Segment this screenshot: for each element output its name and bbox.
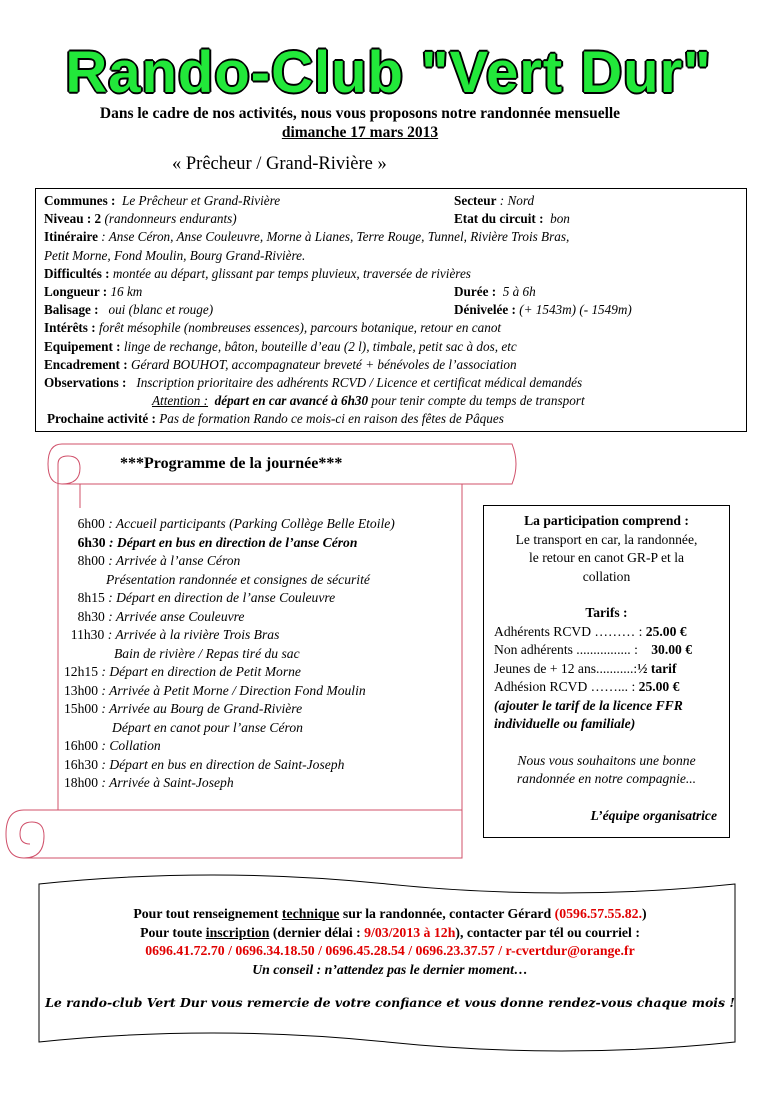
tarifs-heading: Tarifs : [585,605,628,620]
tarif-row: Adhésion RCVD ……... : 25.00 € [494,679,680,694]
footer-advice: Un conseil : n’attendez pas le dernier moment… [252,961,528,977]
programme-item: 16h30 : Départ en bus en direction de Saint-Joseph [64,756,345,772]
etat-value: bon [550,211,570,227]
etat-label: Etat du circuit : [454,211,544,227]
programme-item: Présentation randonnée et consignes de sécurité [106,571,370,587]
observations-label: Observations : [44,374,127,390]
balisage-label: Balisage : [44,302,99,318]
balisage-value: oui (blanc et rouge) [108,302,214,318]
intro-line: Dans le cadre de nos activités, nous vous proposons notre randonnée mensuelle [99,105,621,122]
participation-text: Le transport en car, la randonnée, [515,531,698,547]
secteur-label: Secteur [454,193,497,208]
tarif-row: Jeunes de + 12 ans...........:½ tarif [494,660,677,676]
footer-line: Pour tout renseignement technique sur la randonnée, contacter Gérard (0596.57.55.82.) [133,906,647,921]
participation-box [483,505,730,838]
wish-text: randonnée en notre compagnie... [516,771,697,786]
tarif-note: (ajouter le tarif de la licence FFR individuelle ou familiale) [494,697,683,731]
denivelee-label: Dénivelée : [454,302,516,318]
attention-label: Attention : [152,393,209,409]
footer-line: Pour toute inscription (dernier délai : 9/03/2013 à 12h), contacter par tél ou courriel : [140,924,640,940]
row-attention [44,392,746,410]
itineraire-value: : Anse Céron, Anse Couleuvre, Morne à Lianes, Terre Rouge, Tunnel, Rivière Trois Bras, [101,229,570,245]
programme-list [64,515,395,793]
programme-item: 11h30 : Arrivée à la rivière Trois Bras [70,627,280,642]
hike-date: dimanche 17 mars 2013 [281,124,439,141]
prochaine-label: Prochaine activité : [47,411,156,427]
niveau-value: (randonneurs endurants) [104,211,237,227]
programme-item: 6h00 : Accueil participants (Parking Collège Belle Etoile) [77,516,395,531]
row-itineraire-cont [44,247,746,265]
programme-item: 8h15 : Départ en direction de l’anse Couleuvre [77,590,336,605]
attention-bold: départ en car avancé à 6h30 [214,393,369,409]
secteur-value: : Nord [499,193,535,208]
footer-line: 0696.41.72.70 / 0696.34.18.50 / 0696.45.28.54 / 0696.23.37.57 / r-cvertdur@orange.fr [145,943,635,958]
programme-item: 18h00 : Arrivée à Saint-Joseph [64,775,234,790]
difficultes-label: Difficultés : [44,265,110,281]
row-balisage [44,301,746,319]
row-interets [44,319,746,337]
communes-label: Communes : [44,193,116,208]
tarif-row: Non adhérents ................ : 30.00 € [494,642,693,657]
longueur-label: Longueur : [44,283,108,299]
row-equipement [44,338,746,356]
programme-item: 6h30 : Départ en bus en direction de l’anse Céron [77,534,358,550]
duree-value: 5 à 6h [502,283,536,299]
programme-item: 16h00 : Collation [64,738,161,753]
programme-item: Départ en canot pour l’anse Céron [112,719,303,735]
prochaine-value: Pas de formation Rando ce mois-ci en raison des fêtes de Pâques [159,411,504,427]
duree-label: Durée : [454,283,497,299]
signature: L’équipe organisatrice [590,807,717,823]
row-itineraire [44,228,746,246]
row-prochaine [44,410,746,428]
equipement-value: linge de rechange, bâton, bouteille d’eau (2 l), timbale, petit sac à dos, etc [123,338,517,354]
tarif-row: Adhérents RCVD ……… : 25.00 € [494,623,687,639]
attention-rest: pour tenir compte du temps de transport [371,393,585,409]
interets-value: forêt mésophile (nombreuses essences), parcours botanique, retour en canot [98,320,502,336]
row-niveau [44,210,746,228]
difficultes-value: montée au départ, glissant par temps pluvieux, traversée de rivières [112,265,471,281]
row-observations [44,374,746,392]
intro [0,104,720,142]
row-encadrement [44,356,746,374]
programme-title: ***Programme de la journée*** [120,455,343,472]
footer-thanks: Le rando-club Vert Dur vous remercie de votre confiance et vous donne rendez-vous chaque mois ! [45,995,735,1010]
hike-subtitle: « Prêcheur / Grand-Rivière » [172,154,387,174]
participation-text: le retour en canot GR-P et la [528,550,684,565]
equipement-label: Equipement : [44,338,121,354]
programme-item: 8h30 : Arrivée anse Couleuvre [77,608,245,624]
programme-item: 12h15 : Départ en direction de Petit Morne [64,664,301,679]
info-box [35,188,747,432]
itineraire-label: Itinéraire [44,229,98,245]
encadrement-value: Gérard BOUHOT, accompagnateur breveté + bénévoles de l’association [130,356,517,372]
club-title: Rando-Club "Vert Dur" [65,40,712,105]
communes-value: Le Prêcheur et Grand-Rivière [122,193,281,208]
denivelee-value: (+ 1543m) (- 1549m) [519,302,632,318]
row-communes [44,192,746,210]
participation-heading: La participation comprend : [524,513,689,528]
programme-item: 8h00 : Arrivée à l’anse Céron [77,553,241,568]
participation-text: collation [582,568,631,584]
longueur-value: 16 km [110,283,143,299]
row-difficultes [44,265,746,283]
programme-item: 13h00 : Arrivée à Petit Morne / Direction Fond Moulin [64,682,366,698]
row-longueur [44,283,746,301]
encadrement-label: Encadrement : [44,356,128,372]
observations-value: Inscription prioritaire des adhérents RCVD / Licence et certificat médical demandés [136,374,583,390]
wish-text: Nous vous souhaitons une bonne [517,752,696,768]
programme-item: Bain de rivière / Repas tiré du sac [114,645,300,661]
footer-text [40,905,740,979]
programme-item: 15h00 : Arrivée au Bourg de Grand-Rivière [64,701,303,716]
niveau-label: Niveau : 2 [44,211,102,227]
interets-label: Intérêts : [44,320,96,336]
itineraire-value-cont: Petit Morne, Fond Moulin, Bourg Grand-Rivière. [44,247,306,263]
